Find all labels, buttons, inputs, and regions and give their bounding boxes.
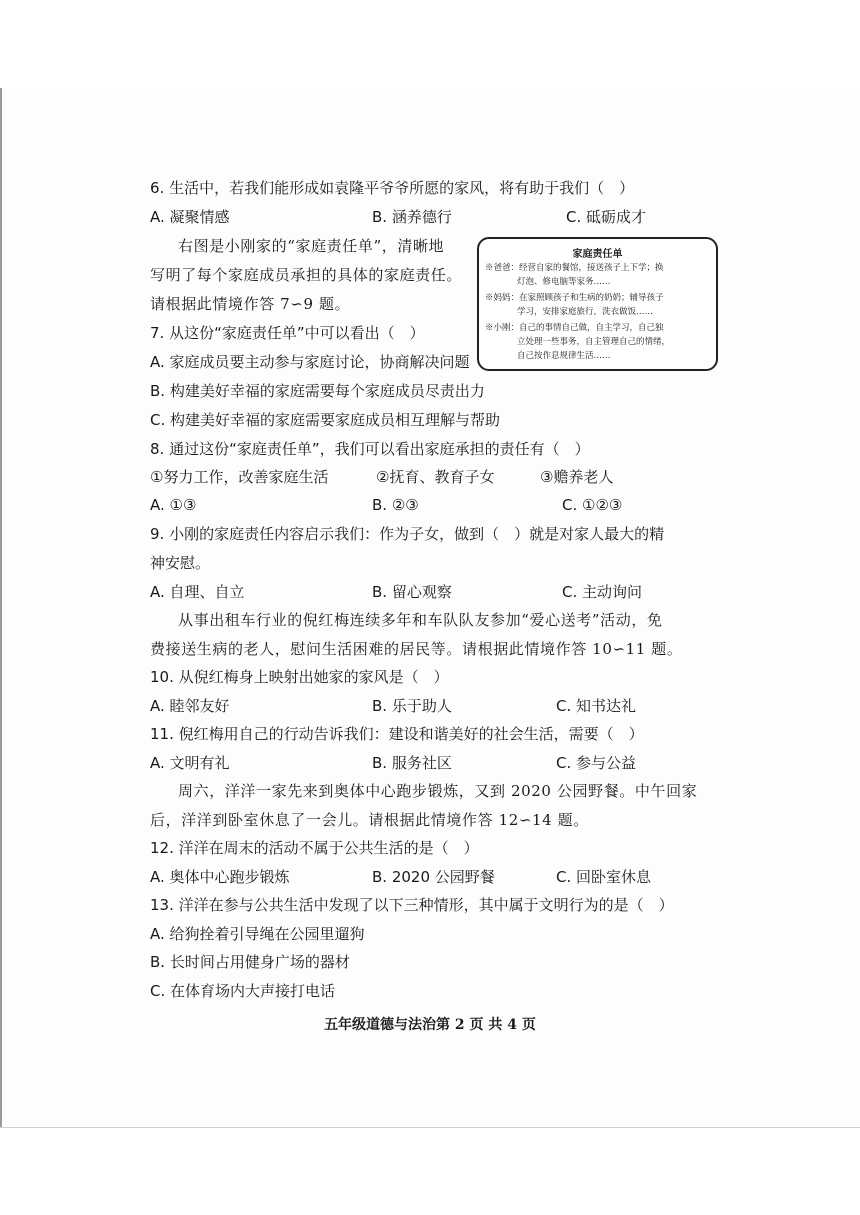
context-2-line-1: 从事出租车行业的倪红梅连续多年和车队队友参加“爱心送考”活动，免 [178, 611, 663, 629]
family-responsibility-card [477, 237, 718, 371]
question-12-stem: 12. 洋洋在周末的活动不属于公共生活的是（ ） [150, 839, 479, 857]
question-11-stem: 11. 倪红梅用自己的行动告诉我们：建设和谐美好的社会生活，需要（ ） [150, 725, 644, 743]
question-6-stem: 6. 生活中，若我们能形成如袁隆平爷爷所愿的家风，将有助于我们（ ） [150, 179, 635, 197]
question-9-stem-line-2: 神安慰。 [150, 554, 211, 572]
card-title: 家庭责任单 [572, 249, 623, 260]
question-11-option-b: B. 服务社区 [372, 754, 452, 772]
context-1-line-3: 请根据此情境作答 7∽9 题。 [150, 295, 351, 313]
card-mom-line-2: 学习，安排家庭旅行，洗衣做饭…… [517, 307, 654, 317]
page-footer: 五年级道德与法治第 2 页 共 4 页 [324, 1017, 536, 1033]
question-6-option-b: B. 涵养德行 [372, 208, 452, 226]
question-13-option-c: C. 在体育场内大声接打电话 [150, 982, 336, 1000]
card-dad-line-1: ※爸爸：经营自家的餐馆，接送孩子上下学；换 [485, 263, 664, 273]
scan-edge-bottom [0, 1127, 860, 1128]
question-13-option-a: A. 给狗拴着引导绳在公园里遛狗 [150, 925, 365, 943]
question-9-stem-line-1: 9. 小刚的家庭责任内容启示我们：作为子女，做到（ ）就是对家人最大的精 [150, 525, 665, 543]
question-12-option-a: A. 奥体中心跑步锻炼 [150, 868, 290, 886]
context-3-line-1: 周六，洋洋一家先来到奥体中心跑步锻炼，又到 2020 公园野餐。中午回家 [178, 782, 698, 800]
context-2-line-2: 费接送生病的老人，慰问生活困难的居民等。请根据此情境作答 10∽11 题。 [150, 640, 683, 658]
question-6-option-a: A. 凝聚情感 [150, 208, 230, 226]
question-11-option-a: A. 文明有礼 [150, 754, 230, 772]
question-11-option-c: C. 参与公益 [556, 754, 637, 772]
card-kid-line-1: ※小刚：自己的事情自己做，自主学习，自己独 [485, 323, 664, 333]
context-1-line-1: 右图是小刚家的“家庭责任单”，清晰地 [178, 237, 445, 255]
question-12-option-b: B. 2020 公园野餐 [372, 868, 495, 886]
scan-edge-left [0, 88, 2, 1128]
question-9-option-b: B. 留心观察 [372, 583, 452, 601]
question-10-option-c: C. 知书达礼 [556, 697, 637, 715]
question-13-stem: 13. 洋洋在参与公共生活中发现了以下三种情形，其中属于文明行为的是（ ） [150, 896, 674, 914]
question-9-option-c: C. 主动询问 [562, 583, 643, 601]
question-7-stem: 7. 从这份“家庭责任单”中可以看出（ ） [150, 324, 425, 342]
question-10-stem: 10. 从倪红梅身上映射出她家的家风是（ ） [150, 668, 449, 686]
question-8-option-a: A. ①③ [150, 496, 197, 514]
question-7-option-a: A. 家庭成员要主动参与家庭讨论，协商解决问题 [150, 353, 470, 371]
question-8-item-3: ③赡养老人 [540, 468, 614, 486]
question-9-option-a: A. 自理、自立 [150, 583, 245, 601]
card-kid-line-2: 立处理一些事务，自主管理自己的情绪， [517, 337, 671, 347]
question-7-option-b: B. 构建美好幸福的家庭需要每个家庭成员尽责出力 [150, 382, 485, 400]
question-10-option-b: B. 乐于助人 [372, 697, 452, 715]
card-mom-line-1: ※妈妈：在家照顾孩子和生病的奶奶；辅导孩子 [485, 293, 664, 303]
question-8-option-b: B. ②③ [372, 496, 419, 514]
question-8-item-2: ②抚育、教育子女 [376, 468, 495, 486]
card-kid-line-3: 自己按作息规律生活…… [517, 351, 611, 361]
context-3-line-2: 后，洋洋到卧室休息了一会儿。请根据此情境作答 12∽14 题。 [150, 811, 589, 829]
question-10-option-a: A. 睦邻友好 [150, 697, 230, 715]
context-1-line-2: 写明了每个家庭成员承担的具体的家庭责任。 [150, 266, 463, 284]
question-12-option-c: C. 回卧室休息 [556, 868, 652, 886]
question-8-item-1: ①努力工作，改善家庭生活 [150, 468, 329, 486]
question-8-option-c: C. ①②③ [562, 496, 623, 514]
question-13-option-b: B. 长时间占用健身广场的器材 [150, 953, 350, 971]
card-dad-line-2: 灯泡、修电脑等家务…… [517, 277, 611, 287]
question-7-option-c: C. 构建美好幸福的家庭需要家庭成员相互理解与帮助 [150, 411, 501, 429]
question-6-option-c: C. 砥砺成才 [566, 208, 647, 226]
question-8-stem: 8. 通过这份“家庭责任单”，我们可以看出家庭承担的责任有（ ） [150, 440, 590, 458]
